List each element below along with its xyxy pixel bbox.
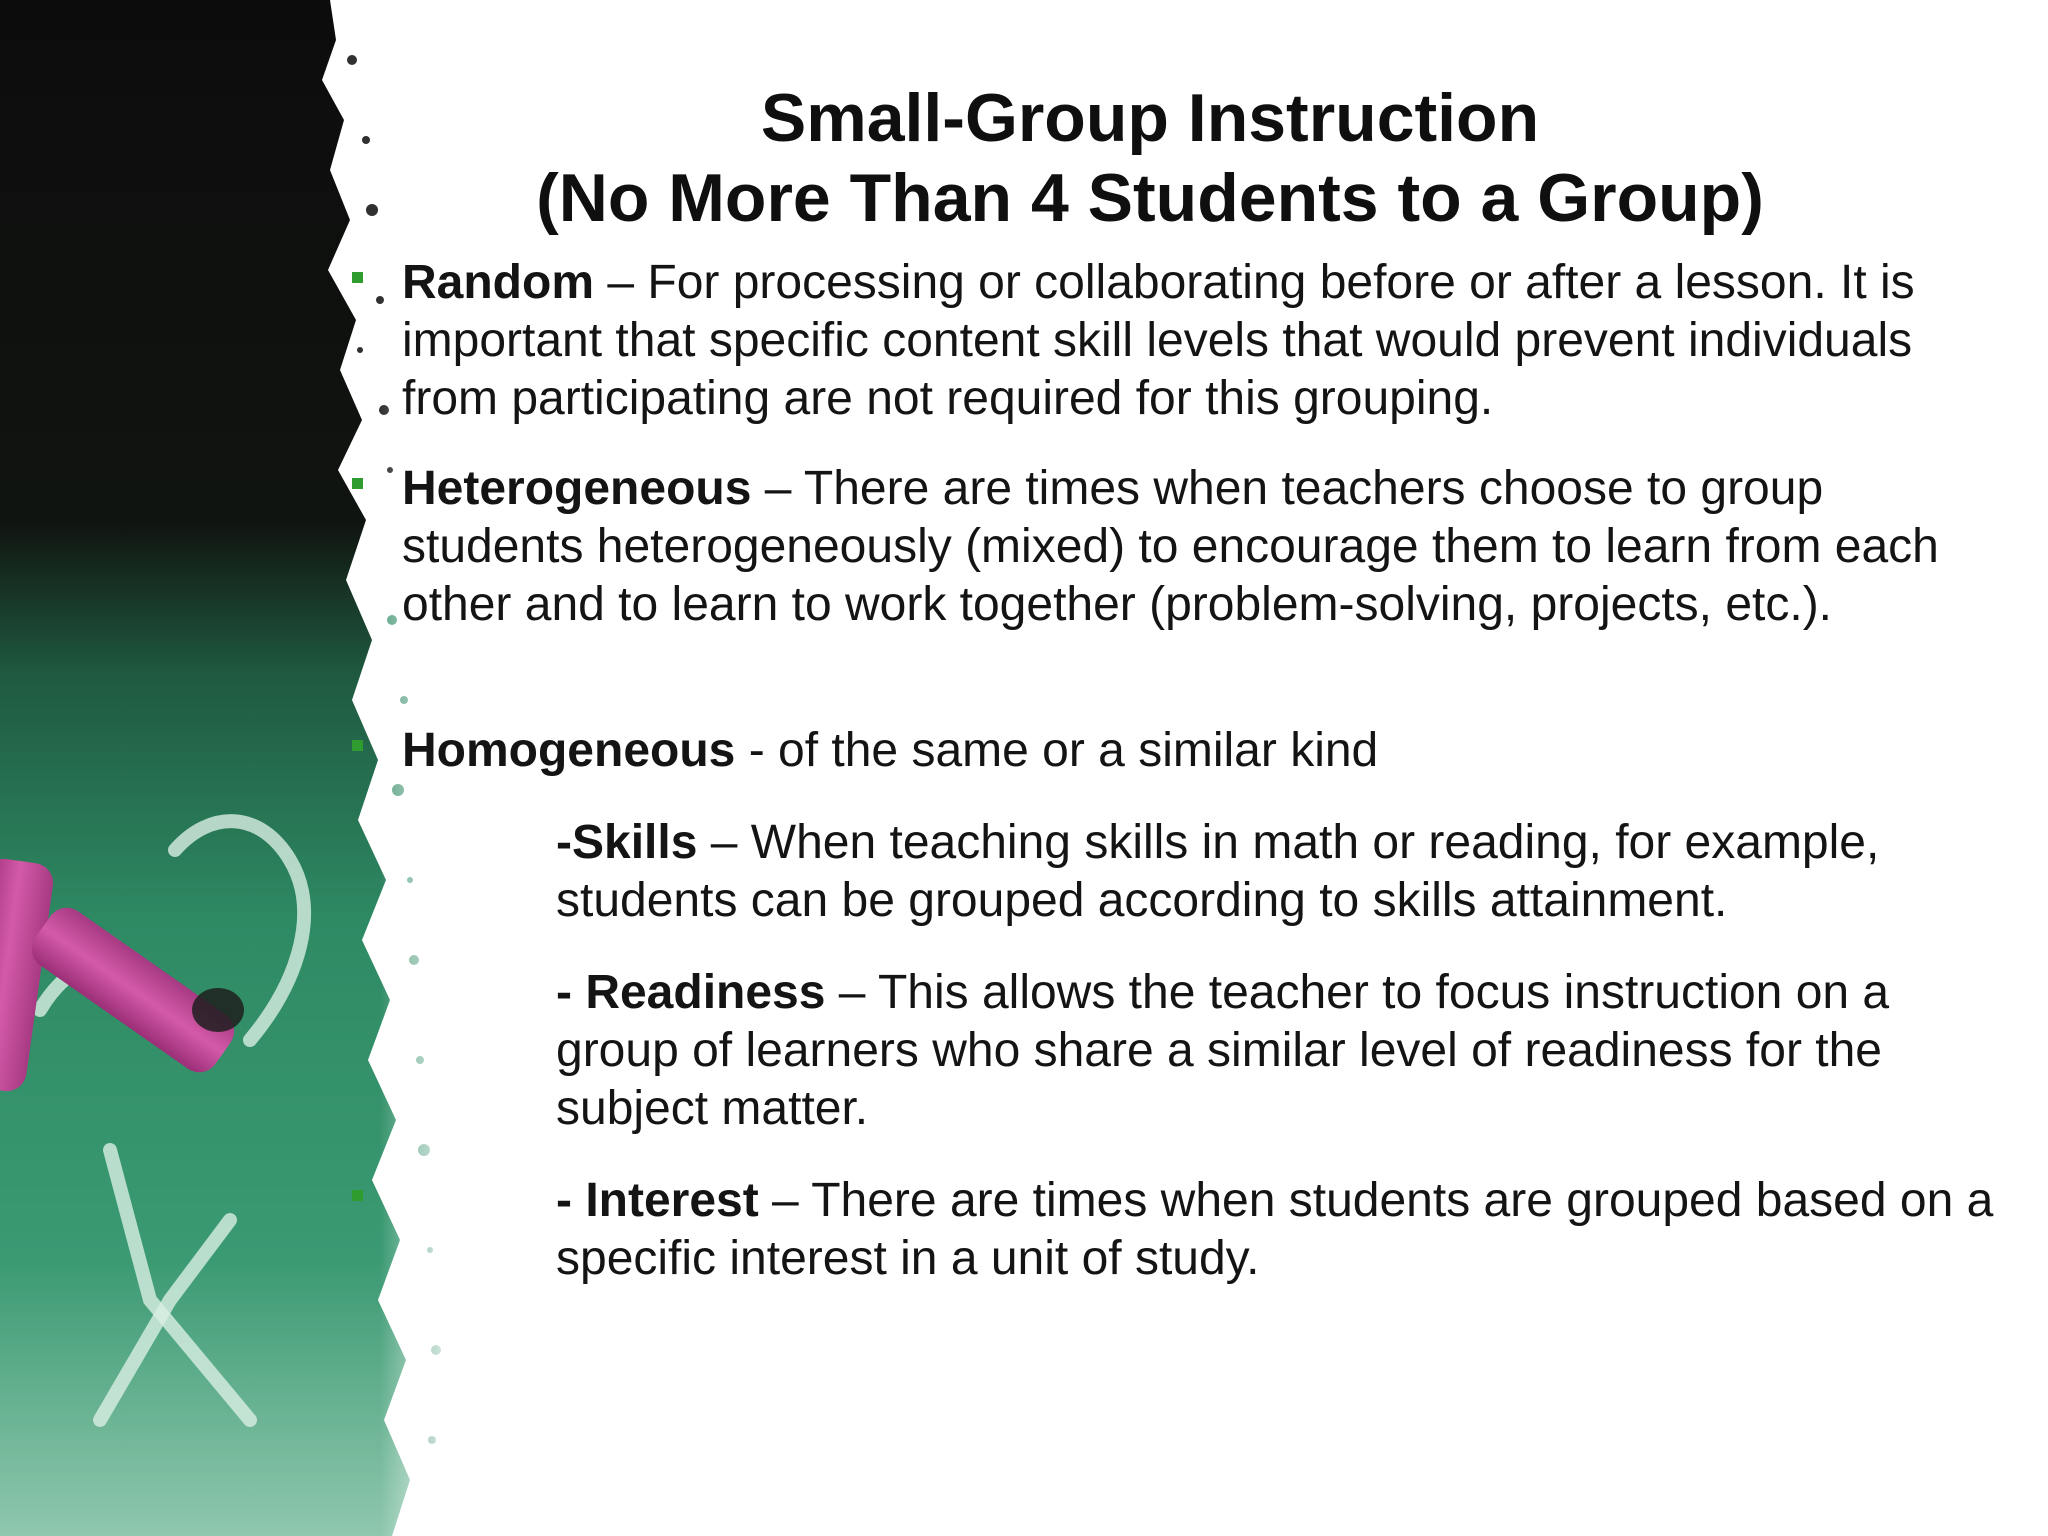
term-random: Random <box>402 256 594 309</box>
list-item-heterogeneous <box>402 460 1962 634</box>
desc-homogeneous: - of the same or a similar kind <box>735 724 1379 777</box>
subitem-interest <box>556 1172 2016 1288</box>
desc-heterogeneous: – There are times when teachers choose to group students heterogeneously (mixed) to encourage them to learn from each other and to learn to work together (problem-solving, projects, etc.). <box>402 462 1939 631</box>
subitem-skills <box>556 814 1996 930</box>
desc-skills: – When teaching skills in math or reading, for example, students can be grouped according to skills attainment. <box>556 816 1880 927</box>
desc-random: – For processing or collaborating before or after a lesson. It is important that specific content skill levels that would prevent individuals from participating are not required for this grouping. <box>402 256 1915 425</box>
list-item-random <box>402 254 1962 428</box>
term-skills: -Skills <box>556 816 698 869</box>
title-line-2: (No More Than 4 Students to a Group) <box>536 160 1764 236</box>
term-readiness: - Readiness <box>556 966 826 1019</box>
term-homogeneous: Homogeneous <box>402 724 736 777</box>
bullet-square-icon <box>352 740 363 751</box>
bullet-square-icon <box>352 1190 363 1201</box>
term-heterogeneous: Heterogeneous <box>402 462 752 515</box>
term-interest: - Interest <box>556 1174 759 1227</box>
desc-interest: – There are times when students are grouped based on a specific interest in a unit of study. <box>556 1174 1994 1285</box>
title-line-1: Small-Group Instruction <box>760 80 1540 156</box>
list-item-homogeneous <box>402 722 1962 780</box>
subitem-readiness <box>556 964 1956 1138</box>
desc-readiness: – This allows the teacher to focus instruction on a group of learners who share a similar level of readiness for the subject matter. <box>556 966 1890 1135</box>
bullet-square-icon <box>352 272 363 283</box>
bullet-square-icon <box>352 478 363 489</box>
